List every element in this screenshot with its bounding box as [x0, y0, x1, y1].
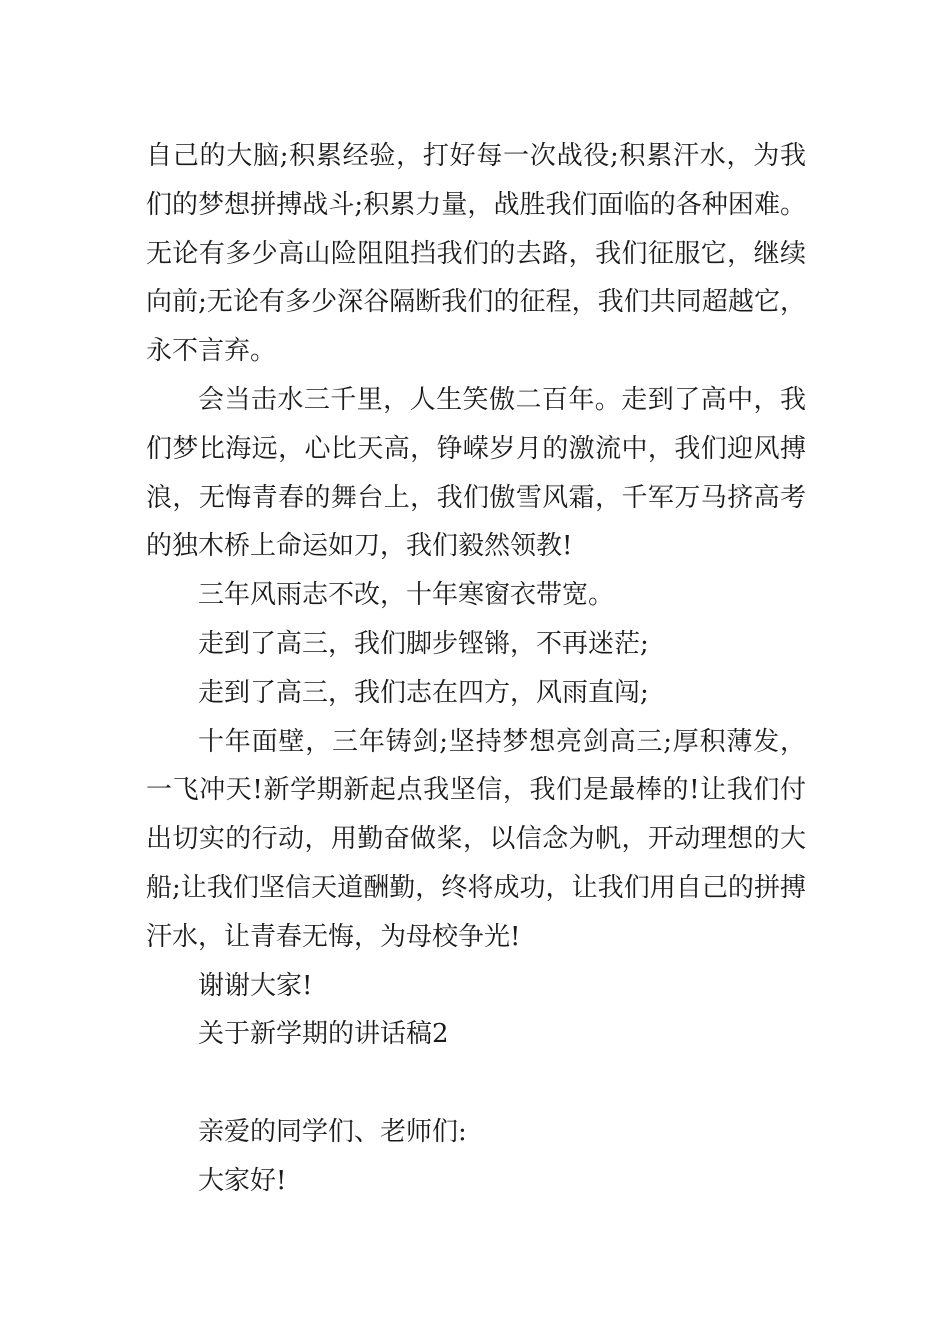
- paragraph-1: 自己的大脑;积累经验，打好每一次战役;积累汗水，为我们的梦想拼搏战斗;积累力量，战胜我们面临的各种困难。无论有多少高山险阻阻挡我们的去路，我们征服它，继续向前;无论有多少深谷隔断我们的征程，我们共同超越它，永不言弃。: [146, 141, 806, 367]
- paragraph-7: 谢谢大家!: [198, 970, 313, 1001]
- paragraph-2: 会当击水三千里，人生笑傲二百年。走到了高中，我们梦比海远，心比天高，铮嵘岁月的激流中，我们迎风搏浪，无悔青春的舞台上，我们傲雪风霜，千军万马挤高考的独木桥上命运如刀，我们毅然领教!: [146, 384, 806, 562]
- paragraph-5: 走到了高三，我们志在四方，风雨直闯;: [198, 677, 649, 708]
- blank-line: [146, 1059, 806, 1108]
- salutation: 亲爱的同学们、老师们:: [198, 1116, 467, 1147]
- greeting: 大家好!: [198, 1165, 287, 1196]
- section-heading: 关于新学期的讲话稿2: [198, 1019, 449, 1050]
- paragraph-3: 三年风雨志不改，十年寒窗衣带宽。: [198, 580, 615, 611]
- document-body: [146, 132, 806, 1206]
- paragraph-6: 十年面壁，三年铸剑;坚持梦想亮剑高三;厚积薄发，一飞冲天!新学期新起点我坚信，我们是最棒的!让我们付出切实的行动，用勤奋做桨，以信念为帆，开动理想的大船;让我们坚信天道酬勤，终将成功，让我们用自己的拼搏汗水，让青春无悔，为母校争光!: [146, 726, 806, 952]
- paragraph-4: 走到了高三，我们脚步铿锵，不再迷茫;: [198, 628, 649, 659]
